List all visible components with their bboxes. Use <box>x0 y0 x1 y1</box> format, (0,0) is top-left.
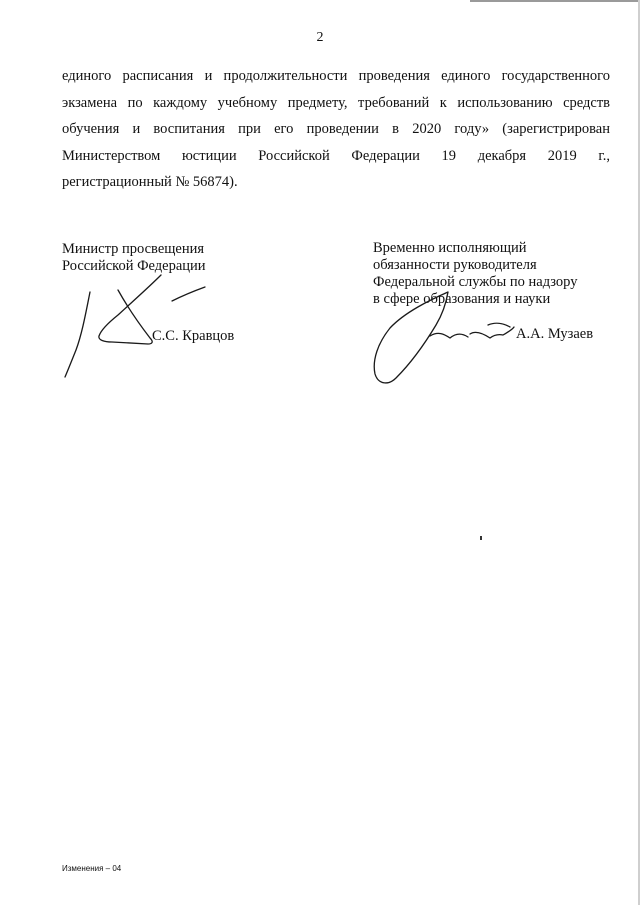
paragraph-line: регистрационный № 56874). <box>62 174 238 190</box>
right-signatory-name: А.А. Музаев <box>516 326 594 342</box>
title-line: Временно исполняющий <box>373 240 527 256</box>
title-line: обязанности руководителя <box>373 257 537 273</box>
paragraph-line: Министерством юстиции Российской Федерации 19 декабря 2019 г., <box>62 147 610 164</box>
scan-speck <box>480 536 482 540</box>
paragraph-line: обучения и воспитания при его проведении в 2020 году» (зарегистрирован <box>62 121 610 137</box>
title-line: в сфере образования и науки <box>373 291 551 307</box>
title-line: Федеральной службы по надзору <box>373 274 578 290</box>
footer-note: Изменения – 04 <box>62 864 122 873</box>
left-signatory-name: С.С. Кравцов <box>152 328 235 344</box>
page-number: 2 <box>316 30 324 45</box>
paragraph-line: экзамена по каждому учебному предмету, требований к использованию средств <box>62 94 610 111</box>
title-line: Министр просвещения <box>62 241 205 257</box>
title-line: Российской Федерации <box>62 258 206 274</box>
paragraph-line: единого расписания и продолжительности проведения единого государственного <box>62 68 610 84</box>
